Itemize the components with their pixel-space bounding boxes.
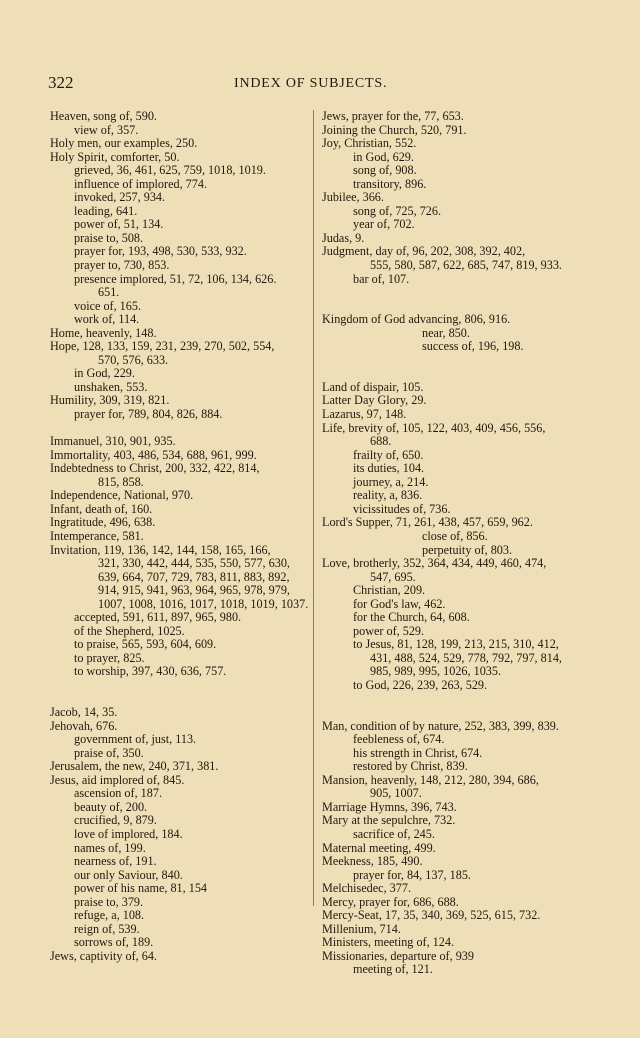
index-entry: prayer for, 789, 804, 826, 884. [74, 407, 223, 422]
index-entry: near, 850. [422, 325, 470, 340]
blank-line [322, 367, 594, 381]
index-entry: Missionaries, departure of, 939 [322, 948, 474, 963]
index-entry: perpetuity of, 803. [422, 542, 513, 557]
index-entry: 570, 576, 633. [98, 352, 169, 367]
index-entry: leading, 641. [74, 203, 138, 218]
index-entry: to praise, 565, 593, 604, 609. [74, 637, 217, 652]
blank-line [322, 354, 594, 368]
index-entry: Indebtedness to Christ, 200, 332, 422, 814, [50, 461, 260, 476]
index-entry: praise of, 350. [74, 745, 144, 760]
index-entry: power of, 51, 134. [74, 217, 164, 232]
index-entry: song of, 725, 726. [353, 203, 442, 218]
index-entry: invoked, 257, 934. [74, 190, 166, 205]
blank-line [50, 422, 322, 436]
index-entry: song of, 908. [353, 163, 417, 178]
index-entry: Infant, death of, 160. [50, 501, 153, 516]
index-entry: Joy, Christian, 552. [322, 136, 417, 151]
index-entry: feebleness of, 674. [353, 732, 445, 747]
index-entry: Jacob, 14, 35. [50, 705, 118, 720]
index-entry: Land of dispair, 105. [322, 379, 424, 394]
index-entry: influence of implored, 774. [74, 176, 208, 191]
index-entry: 905, 1007. [370, 786, 422, 801]
index-entry: Meekness, 185, 490. [322, 854, 423, 869]
index-entry: 1007, 1008, 1016, 1017, 1018, 1019, 1037. [98, 596, 309, 611]
index-entry: Man, condition of by nature, 252, 383, 399, 839. [322, 718, 559, 733]
index-entry: 914, 915, 941, 963, 964, 965, 978, 979, [98, 583, 290, 598]
index-entry: work of, 114. [74, 312, 140, 327]
index-entry: power of, 529. [353, 623, 425, 638]
index-entry: Jews, captivity of, 64. [50, 948, 157, 963]
blank-line [50, 693, 322, 707]
index-entry: grieved, 36, 461, 625, 759, 1018, 1019. [74, 163, 266, 178]
index-column-right [322, 110, 594, 977]
index-entry: government of, just, 113. [74, 732, 197, 747]
index-entry: frailty of, 650. [353, 447, 424, 462]
index-entry: for God's law, 462. [353, 596, 446, 611]
index-entry: 547, 695. [370, 569, 416, 584]
index-entry: 688. [370, 434, 392, 449]
index-entry: praise to, 379. [74, 894, 144, 909]
index-entry: Immanuel, 310, 901, 935. [50, 434, 176, 449]
index-entry: Holy men, our examples, 250. [50, 136, 198, 151]
index-entry: Mercy-Seat, 17, 35, 340, 369, 525, 615, 732. [322, 908, 541, 923]
index-entry: Joining the Church, 520, 791. [322, 122, 467, 137]
blank-line [322, 706, 594, 720]
index-entry: Life, brevity of, 105, 122, 403, 409, 456, 556, [322, 420, 546, 435]
blank-line [322, 286, 594, 300]
index-entry: Holy Spirit, comforter, 50. [50, 149, 180, 164]
index-entry: Maternal meeting, 499. [322, 840, 436, 855]
index-entry: sacrifice of, 245. [353, 826, 435, 841]
index-entry: ascension of, 187. [74, 786, 163, 801]
index-entry: nearness of, 191. [74, 854, 157, 869]
index-entry: journey, a, 214. [353, 474, 429, 489]
index-entry: Latter Day Glory, 29. [322, 393, 427, 408]
index-entry: in God, 229. [74, 366, 135, 381]
index-entry: year of, 702. [353, 217, 415, 232]
index-entry: Millenium, 714. [322, 921, 401, 936]
index-entry: Independence, National, 970. [50, 488, 194, 503]
index-entry: Jehovah, 676. [50, 718, 118, 733]
index-entry: prayer to, 730, 853. [74, 258, 170, 273]
index-entry: transitory, 896. [353, 176, 427, 191]
index-entry: presence implored, 51, 72, 106, 134, 626. [74, 271, 277, 286]
index-entry: refuge, a, 108. [74, 908, 145, 923]
index-entry: crucified, 9, 879. [74, 813, 157, 828]
index-entry: prayer for, 193, 498, 530, 533, 932. [74, 244, 247, 259]
index-entry: to worship, 397, 430, 636, 757. [74, 664, 227, 679]
index-entry: praise to, 508. [74, 230, 144, 245]
index-entry: accepted, 591, 611, 897, 965, 980. [74, 610, 242, 625]
index-entry: Lazarus, 97, 148. [322, 407, 407, 422]
index-entry: Mercy, prayer for, 686, 688. [322, 894, 459, 909]
index-entry: Melchisedec, 377. [322, 881, 412, 896]
index-entry: its duties, 104. [353, 461, 425, 476]
index-entry: names of, 199. [74, 840, 146, 855]
index-entry: Christian, 209. [353, 583, 426, 598]
index-entry: Jews, prayer for the, 77, 653. [322, 109, 464, 123]
index-entry: Jubilee, 366. [322, 190, 384, 205]
index-entry: voice of, 165. [74, 298, 142, 313]
index-entry: beauty of, 200. [74, 799, 148, 814]
index-entry: to Jesus, 81, 128, 199, 213, 215, 310, 412, [353, 637, 559, 652]
index-entry: 431, 488, 524, 529, 778, 792, 797, 814, [370, 650, 562, 665]
index-entry: Ingratitude, 496, 638. [50, 515, 156, 530]
blank-line [322, 300, 594, 314]
index-entry: reign of, 539. [74, 921, 140, 936]
index-entry: Jesus, aid implored of, 845. [50, 772, 185, 787]
index-entry: love of implored, 184. [74, 826, 183, 841]
index-entry: meeting of, 121. [353, 962, 433, 977]
index-entry: 651. [98, 285, 120, 300]
index-entry: to prayer, 825. [74, 650, 145, 665]
index-entry: Intemperance, 581. [50, 528, 144, 543]
index-entry: Hope, 128, 133, 159, 231, 239, 270, 502, 554, [50, 339, 275, 354]
index-entry: for the Church, 64, 608. [353, 610, 470, 625]
index-entry: sorrows of, 189. [74, 935, 154, 950]
index-entry: Marriage Hymns, 396, 743. [322, 799, 457, 814]
index-entry: of the Shepherd, 1025. [74, 623, 185, 638]
index-entry: success of, 196, 198. [422, 339, 524, 354]
index-entry: Love, brotherly, 352, 364, 434, 449, 460, 474, [322, 556, 547, 571]
index-entry: 321, 330, 442, 444, 535, 550, 577, 630, [98, 556, 290, 571]
index-entry: Mansion, heavenly, 148, 212, 280, 394, 686, [322, 772, 539, 787]
index-entry: 639, 664, 707, 729, 783, 811, 883, 892, [98, 569, 290, 584]
index-entry: unshaken, 553. [74, 379, 148, 394]
column-divider [313, 110, 314, 906]
index-entry: 985, 989, 995, 1026, 1035. [370, 664, 502, 679]
running-head: INDEX OF SUBJECTS. [234, 76, 388, 91]
index-entry: to God, 226, 239, 263, 529. [353, 677, 488, 692]
page-number: 322 [48, 73, 74, 92]
index-entry: Immortality, 403, 486, 534, 688, 961, 999. [50, 447, 257, 462]
index-entry: Lord's Supper, 71, 261, 438, 457, 659, 962. [322, 515, 533, 530]
index-entry: prayer for, 84, 137, 185. [353, 867, 471, 882]
index-entry: 555, 580, 587, 622, 685, 747, 819, 933. [370, 258, 562, 273]
index-entry: reality, a, 836. [353, 488, 423, 503]
index-entry: Jerusalem, the new, 240, 371, 381. [50, 759, 219, 774]
index-entry: power of his name, 81, 154 [74, 881, 208, 896]
index-entry: Mary at the sepulchre, 732. [322, 813, 456, 828]
index-entry: Invitation, 119, 136, 142, 144, 158, 165, 166, [50, 542, 271, 557]
index-entry: 815, 858. [98, 474, 144, 489]
blank-line [322, 693, 594, 707]
index-entry: in God, 629. [353, 149, 414, 164]
index-entry: view of, 357. [74, 122, 139, 137]
index-entry: Ministers, meeting of, 124. [322, 935, 455, 950]
index-entry: Home, heavenly, 148. [50, 325, 157, 340]
blank-line [50, 679, 322, 693]
index-entry: Kingdom of God advancing, 806, 916. [322, 312, 511, 327]
index-entry: close of, 856. [422, 528, 488, 543]
index-entry: Humility, 309, 319, 821. [50, 393, 170, 408]
index-entry: Judas, 9. [322, 230, 365, 245]
index-entry: his strength in Christ, 674. [353, 745, 483, 760]
index-entry: Heaven, song of, 590. [50, 109, 157, 123]
index-entry: bar of, 107. [353, 271, 410, 286]
index-entry: our only Saviour, 840. [74, 867, 183, 882]
index-entry: vicissitudes of, 736. [353, 501, 451, 516]
index-entry: restored by Christ, 839. [353, 759, 468, 774]
index-column-left [50, 110, 322, 963]
index-entry: Judgment, day of, 96, 202, 308, 392, 402, [322, 244, 526, 259]
